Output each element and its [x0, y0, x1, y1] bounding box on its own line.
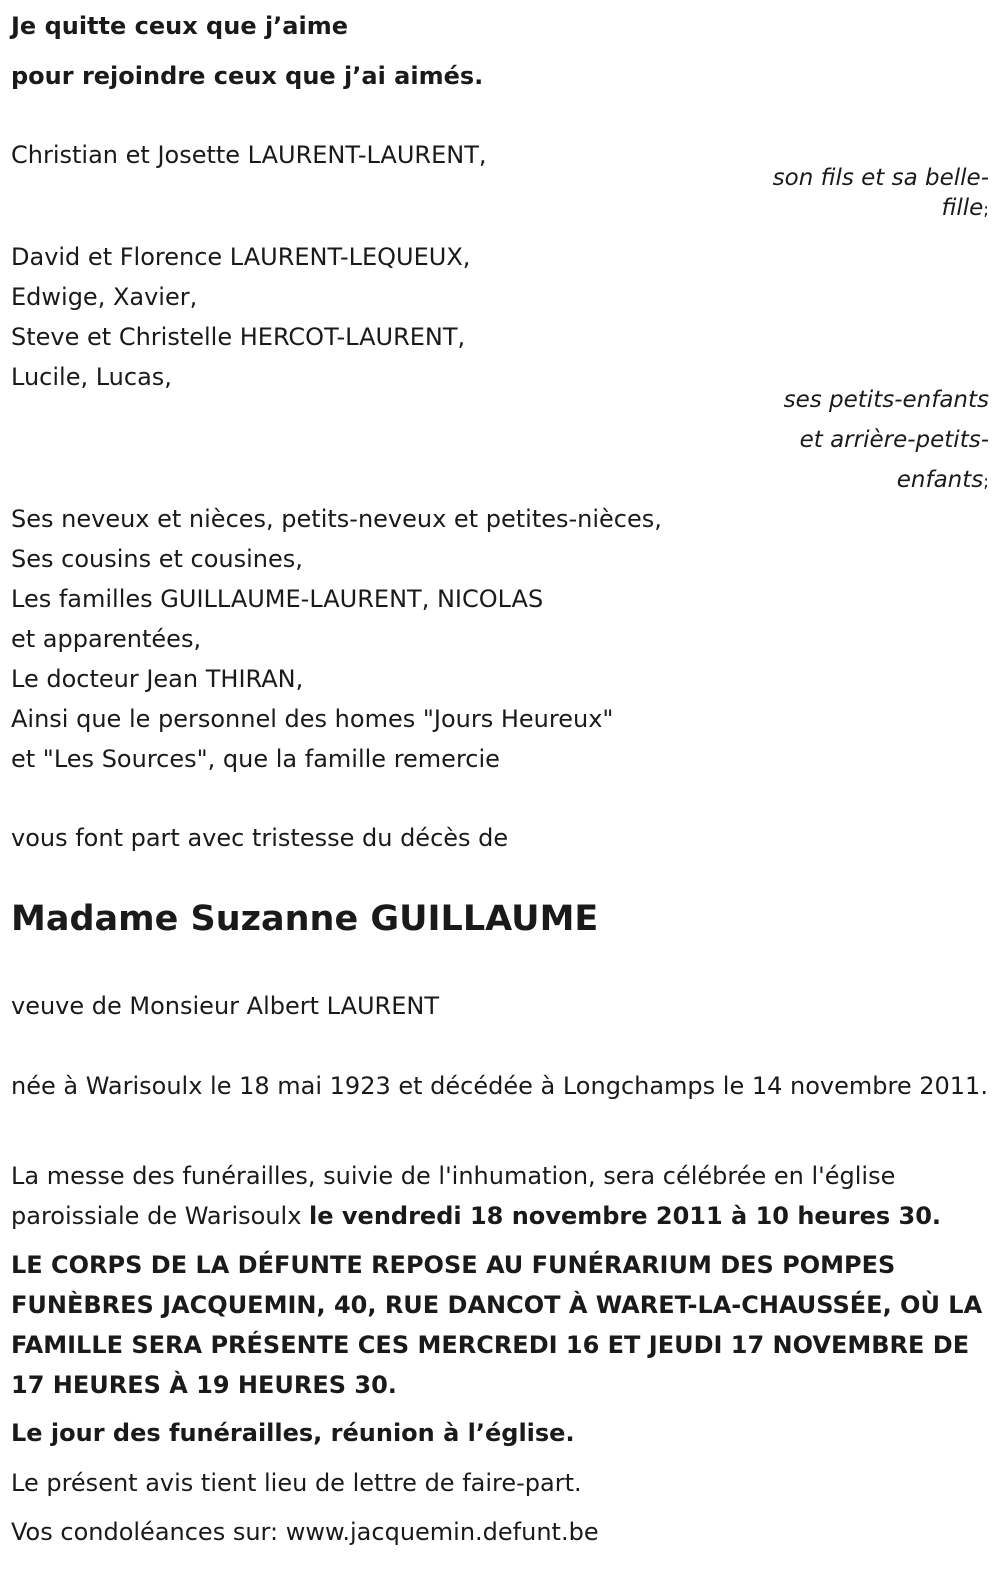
quote-line-1: Je quitte ceux que j’aime [11, 12, 349, 40]
others-line: Ses cousins et cousines, [11, 545, 303, 573]
condolences-line: Vos condoléances sur: www.jacquemin.defunt.be [11, 1518, 599, 1546]
meeting-info: Le jour des funérailles, réunion à l’église. [11, 1419, 575, 1447]
announcement: vous font part avec tristesse du décès de [11, 824, 509, 852]
others-line: et apparentées, [11, 625, 202, 653]
relation-son [773, 163, 989, 225]
family-name-line: Christian et Josette LAURENT-LAURENT, [11, 141, 487, 169]
family-name-line: Lucile, Lucas, [11, 363, 172, 391]
family-name-line: Edwige, Xavier, [11, 283, 198, 311]
quote-line-2: pour rejoindre ceux que j’ai aimés. [11, 62, 484, 90]
others-line: et "Les Sources", que la famille remercie [11, 745, 500, 773]
mass-details: La messe des funérailles, suivie de l'inhumation, sera célébrée en l'église paroissiale de Warisoulx le vendredi 18 novembre 2011 à 10 heures 30. [11, 1162, 942, 1230]
funerarium-details: LE CORPS DE LA DÉFUNTE REPOSE AU FUNÉRARIUM DES POMPES FUNÈBRES JACQUEMIN, 40, RUE DANCOT À WARET-LA-CHAUSSÉE, OÙ LA FAMILLE SERA PRÉSENTE CES MERCREDI 16 ET JEUDI 17 NOVEMBRE DE 17 HEURES À 19 HEURES 30. [11, 1251, 983, 1399]
birth-death-dates: née à Warisoulx le 18 mai 1923 et décédée à Longchamps le 14 novembre 2011. [11, 1072, 988, 1100]
relation-line: fille; [941, 195, 989, 221]
relation-line: et arrière-petits- [799, 427, 989, 453]
others-line: Le docteur Jean THIRAN, [11, 665, 304, 693]
relation-line: son fils et sa belle- [772, 165, 989, 191]
others-line: Les familles GUILLAUME-LAURENT, NICOLAS [11, 585, 544, 613]
deceased-name: Madame Suzanne GUILLAUME [11, 899, 599, 939]
others-line: Ainsi que le personnel des homes "Jours Heureux" [11, 705, 614, 733]
notice-line: Le présent avis tient lieu de lettre de faire-part. [11, 1469, 582, 1497]
family-name-line: David et Florence LAURENT-LEQUEUX, [11, 243, 471, 271]
widow-of: veuve de Monsieur Albert LAURENT [11, 992, 440, 1020]
family-name-line: Steve et Christelle HERCOT-LAURENT, [11, 323, 466, 351]
relation-grandchildren [784, 385, 989, 497]
others-line: Ses neveux et nièces, petits-neveux et petites-nièces, [11, 505, 662, 533]
relation-line: ses petits-enfants [783, 387, 989, 413]
relation-line: enfants; [896, 467, 989, 493]
